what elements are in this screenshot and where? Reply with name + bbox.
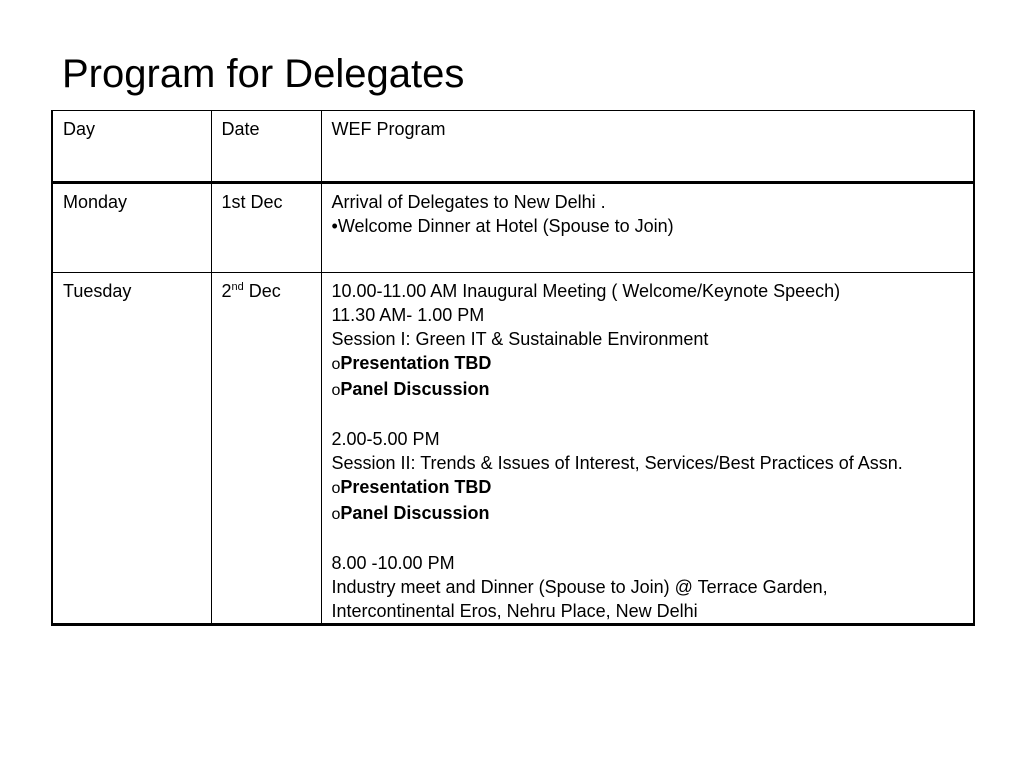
tuesday-program — [321, 273, 974, 625]
tuesday-date-number: 2 — [221, 281, 232, 301]
bullet-icon: • — [331, 216, 338, 236]
session2-panel-item — [332, 501, 964, 527]
header-day: Day — [52, 111, 211, 183]
session1-panel-item — [332, 377, 964, 403]
table-header-row — [52, 111, 974, 183]
tuesday-date — [211, 273, 321, 625]
session2-title: Session II: Trends & Issues of Interest, Services/Best Practices of Assn. — [331, 453, 903, 473]
monday-date: 1st Dec — [211, 183, 321, 273]
session2-panel: Panel Discussion — [340, 503, 490, 523]
evening-line-1: Industry meet and Dinner (Spouse to Join) @ Terrace Garden, — [331, 577, 828, 597]
page-title: Program for Delegates — [62, 52, 465, 96]
session1-panel: Panel Discussion — [340, 379, 490, 399]
tuesday-day: Tuesday — [52, 273, 211, 625]
circle-bullet-icon: o — [331, 506, 341, 523]
header-date: Date — [211, 111, 321, 183]
tuesday-date-month: Dec — [243, 281, 281, 301]
circle-bullet-icon: o — [331, 356, 341, 373]
table-row-tuesday — [52, 273, 974, 625]
inaugural-meeting: 10.00-11.00 AM Inaugural Meeting ( Welcome/Keynote Speech) — [331, 281, 841, 301]
session1-presentation: Presentation TBD — [340, 353, 492, 373]
tuesday-date-suffix: nd — [231, 281, 244, 293]
monday-arrival: Arrival of Delegates to New Delhi . — [331, 192, 606, 212]
header-program: WEF Program — [321, 111, 974, 183]
session1-presentation-item — [332, 351, 964, 377]
evening-time: 8.00 -10.00 PM — [331, 553, 455, 573]
session1-title: Session I: Green IT & Sustainable Environment — [331, 329, 709, 349]
program-table — [51, 110, 975, 626]
monday-day: Monday — [52, 183, 211, 273]
spacer — [332, 527, 964, 551]
evening-line-2: Intercontinental Eros, Nehru Place, New Delhi — [331, 601, 698, 621]
session1-time: 11.30 AM- 1.00 PM — [331, 305, 485, 325]
table-row-monday — [52, 183, 974, 273]
session2-time: 2.00-5.00 PM — [331, 429, 440, 449]
spacer — [332, 403, 964, 427]
session2-presentation-item — [332, 475, 964, 501]
circle-bullet-icon: o — [331, 480, 341, 497]
monday-program — [321, 183, 974, 273]
monday-dinner-item — [332, 214, 964, 238]
session2-presentation: Presentation TBD — [340, 477, 492, 497]
circle-bullet-icon: o — [331, 382, 341, 399]
monday-dinner-text: Welcome Dinner at Hotel (Spouse to Join) — [337, 216, 674, 236]
